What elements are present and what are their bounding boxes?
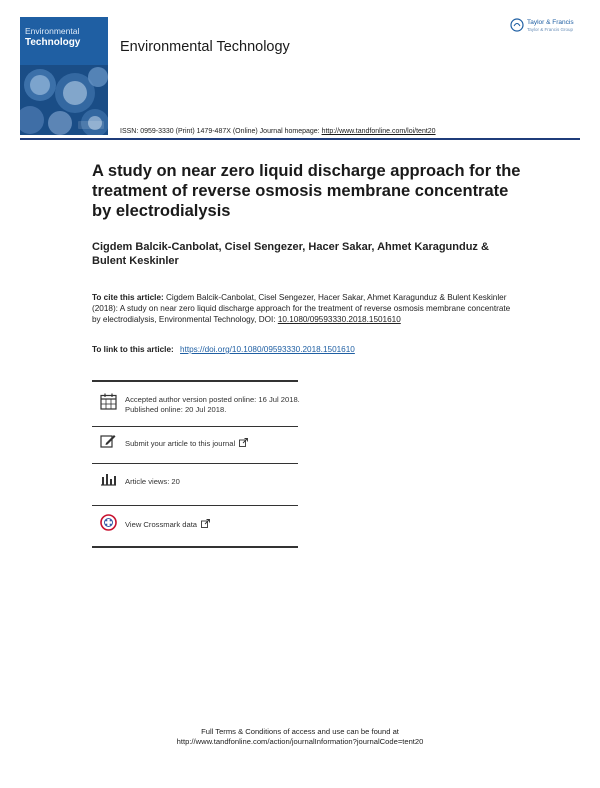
footer-terms-link[interactable]: http://www.tandfonline.com/action/journalInformation?journalCode=tent20 <box>176 737 424 746</box>
edit-icon <box>100 433 117 448</box>
issn-text: ISSN: 0959-3330 (Print) 1479-487X (Online) Journal homepage: <box>120 128 322 135</box>
calendar-icon <box>100 393 117 410</box>
header-divider <box>20 138 580 140</box>
publisher-logo[interactable] <box>510 16 586 36</box>
citation-label: To cite this article: <box>92 293 164 302</box>
crossmark-link[interactable] <box>125 519 300 530</box>
citation-text: Cigdem Balcik-Canbolat, Cisel Sengezer, Hacer Sakar, Ahmet Karagunduz & Bulent Keskinler (2018): A study on near zero liquid discharge approach for the treatment of reverse osmosis membrane concentrate by electrodialysis, Environmental Technology, DOI: <box>92 293 511 324</box>
journal-cover-image[interactable] <box>20 17 108 135</box>
cover-title <box>25 26 105 48</box>
bar-chart-icon <box>100 472 117 486</box>
article-link-line <box>92 345 355 354</box>
accepted-date: Accepted author version posted online: 16 Jul 2018. <box>125 395 300 404</box>
external-link-icon <box>239 438 248 447</box>
article-views-text[interactable]: Article views: 20 <box>125 477 180 486</box>
paper-authors: Cigdem Balcik-Canbolat, Cisel Sengezer, Hacer Sakar, Ahmet Karagunduz & Bulent Keskinler <box>92 241 489 267</box>
article-views-row[interactable] <box>100 472 300 490</box>
publication-dates <box>100 393 300 429</box>
crossmark-label: View Crossmark data <box>125 520 198 529</box>
issn-line <box>120 128 436 135</box>
taylor-francis-logo-icon <box>510 18 524 32</box>
submit-article-label: Submit your article to this journal <box>125 439 236 448</box>
article-doi-url[interactable]: https://doi.org/10.1080/09593330.2018.1501610 <box>180 345 355 354</box>
cover-title-line1: Environmental <box>25 26 80 36</box>
publisher-name <box>527 19 574 33</box>
terms-footer <box>0 727 600 747</box>
published-date: Published online: 20 Jul 2018. <box>125 404 227 414</box>
article-link-label: To link to this article: <box>92 345 174 354</box>
citation-block <box>92 292 512 325</box>
citation-doi-link[interactable]: 10.1080/09593330.2018.1501610 <box>277 315 401 324</box>
publisher-sub-text: Taylor & Francis Group <box>527 27 574 32</box>
publisher-name-text: Taylor & Francis <box>527 19 574 26</box>
meta-divider <box>92 463 298 464</box>
submit-article-row[interactable] <box>100 433 300 453</box>
journal-title[interactable]: Environmental Technology <box>120 39 290 55</box>
crossmark-icon <box>100 514 117 531</box>
external-link-icon <box>201 519 210 528</box>
submit-article-link[interactable] <box>125 438 300 449</box>
meta-divider-top <box>92 380 298 382</box>
meta-divider <box>92 426 298 427</box>
journal-homepage-link[interactable]: http://www.tandfonline.com/loi/tent20 <box>321 128 436 135</box>
paper-title: A study on near zero liquid discharge approach for the treatment of reverse osmosis membrane concentrate by electrodialysis <box>92 162 521 220</box>
meta-divider <box>92 505 298 506</box>
meta-divider-bottom <box>92 546 298 548</box>
footer-line1: Full Terms & Conditions of access and use can be found at <box>201 727 399 736</box>
cover-title-line2: Technology <box>25 37 81 48</box>
cover-publisher-strip <box>78 121 104 129</box>
publication-dates-text <box>125 395 300 414</box>
crossmark-row[interactable] <box>100 514 300 534</box>
